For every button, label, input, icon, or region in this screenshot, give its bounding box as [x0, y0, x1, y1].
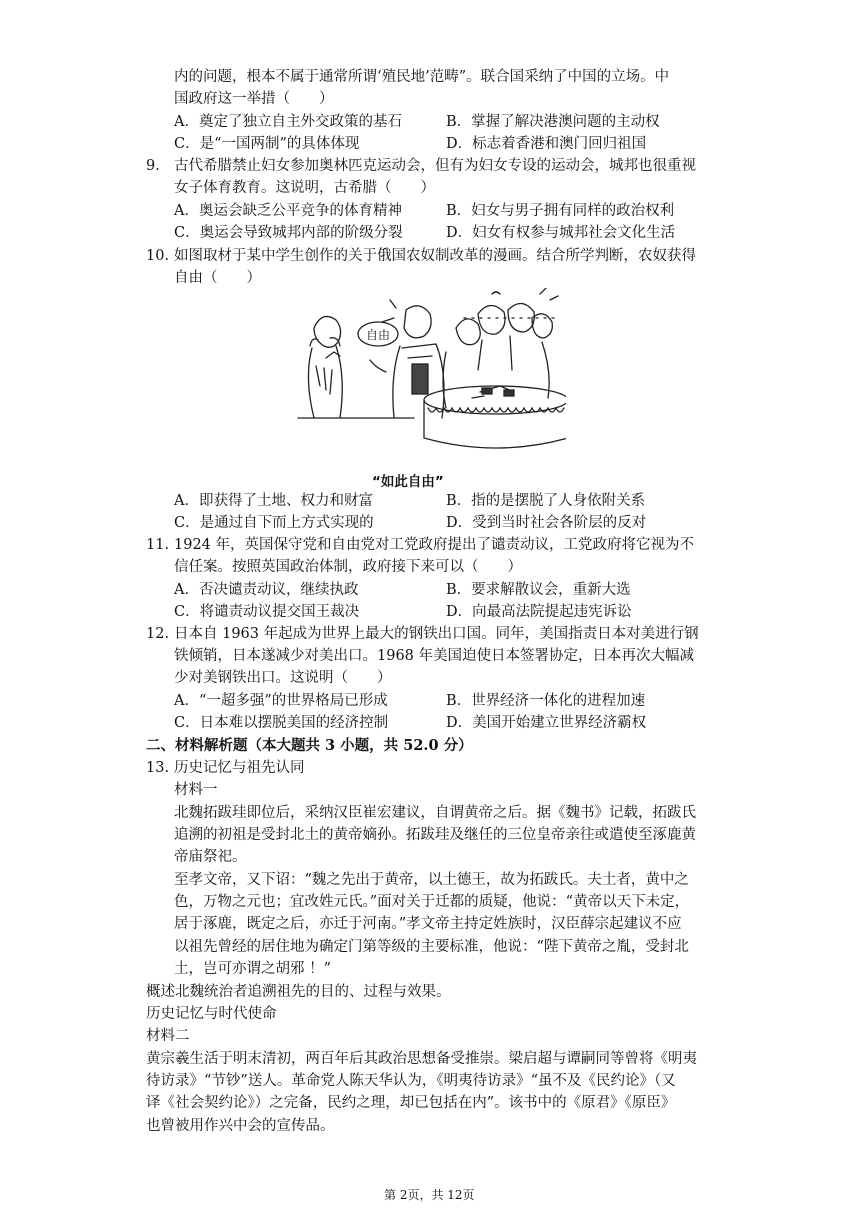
q11-number: 11.	[146, 537, 170, 553]
material-1-label: 材料一	[174, 782, 218, 798]
material-1-p2-line-4: 以祖先曾经的居住地为确定门第等级的主要标准，他说：“陛下黄帝之胤，受封北	[174, 939, 689, 955]
cartoon-bubble-text: 自由	[366, 328, 391, 342]
q10-option-b: B．指的是摆脱了人身依附关系	[446, 493, 646, 509]
q8-option-d: D．标志着香港和澳门回归祖国	[446, 136, 647, 152]
material-1-p2-line-5: 土，岂可亦谓之胡邪 ！”	[174, 961, 332, 977]
q10-number: 10.	[146, 248, 170, 264]
material-1-p1-line-1: 北魏拓跋珪即位后，采纳汉臣崔宏建议，自谓黄帝之后。据《魏书》记载，拓跋氏	[174, 805, 696, 821]
q11-line-1: 1924 年，英国保守党和自由党对工党政府提出了谴责动议，工党政府将它视为不	[174, 537, 695, 553]
q9-line-2: 女子体育教育。这说明，古希腊（ ）	[174, 180, 435, 196]
q8-option-a: A．奠定了独立自主外交政策的基石	[174, 114, 402, 130]
material-2-line-1: 黄宗羲生活于明末清初，两百年后其政治思想备受推崇。梁启超与谭嗣同等曾将《明夷	[146, 1051, 697, 1067]
q11-option-a: A．否决谴责动议，继续执政	[174, 582, 359, 598]
q11-option-b: B．要求解散议会，重新大选	[446, 582, 631, 598]
q13-sub-question: 概述北魏统治者追溯祖先的目的、过程与效果。	[146, 984, 451, 1000]
material-2-line-2: 待访录》“节钞”送人。革命党人陈天华认为，《明夷待访录》“虽不及《民约论》（又	[146, 1073, 676, 1089]
page-footer: 第 2页，共 12页	[384, 1188, 475, 1202]
q12-option-a: A．“一超多强”的世界格局已形成	[174, 693, 388, 709]
q12-line-3: 少对美钢铁出口。这说明（ ）	[174, 670, 392, 686]
q12-option-c: C．日本难以摆脱美国的经济控制	[174, 715, 389, 731]
q13-number: 13.	[146, 760, 170, 776]
section-2-heading: 二、材料解析题（本大题共 3 小题，共 52.0 分）	[146, 737, 473, 754]
material-2-label: 材料二	[146, 1028, 190, 1044]
material-1-p2-line-2: 色，万物之元也；宜改姓元氏。”面对关于迁都的质疑，他说：“黄帝以天下未定，	[174, 894, 690, 910]
q8-option-c: C．是“一国两制”的具体体现	[174, 136, 360, 152]
q9-option-b: B．妇女与男子拥有同样的政治权利	[446, 203, 675, 219]
material-2-line-3: 译《社会契约论》）之完备，民约之理，却已包括在内”。该书中的《原君》《原臣》	[146, 1095, 676, 1111]
q9-option-a: A．奥运会缺乏公平竞争的体育精神	[174, 203, 402, 219]
material-1-p1-line-2: 追溯的初祖是受封北土的黄帝嫡孙。拓跋珪及继任的三位皇帝亲往或遣使至涿鹿黄	[174, 827, 696, 843]
q13-title-2: 历史记忆与时代使命	[146, 1006, 277, 1022]
q13-title: 历史记忆与祖先认同	[174, 760, 305, 776]
q9-option-d: D．妇女有权参与城邦社会文化生活	[446, 225, 676, 241]
q8-option-b: B．掌握了解决港澳问题的主动权	[446, 114, 660, 130]
q12-line-1: 日本自 1963 年起成为世界上最大的钢铁出口国。同年，美国指责日本对美进行钢	[174, 626, 699, 642]
q10-option-d: D．受到当时社会各阶层的反对	[446, 515, 647, 531]
q11-line-2: 信任案。按照英国政治体制，政府接下来可以（ ）	[174, 559, 522, 575]
q9-option-c: C．奥运会导致城邦内部的阶级分裂	[174, 225, 403, 241]
q9-number: 9.	[146, 158, 160, 174]
q12-option-d: D．美国开始建立世界经济霸权	[446, 715, 647, 731]
q12-option-b: B．世界经济一体化的进程加速	[446, 693, 646, 709]
q10-option-a: A．即获得了土地、权力和财富	[174, 493, 373, 509]
q10-line-1: 如图取材于某中学生创作的关于俄国农奴制改革的漫画。结合所学判断，农奴获得	[174, 248, 696, 264]
material-1-p2-line-3: 居于涿鹿，既定之后，亦迁于河南。”孝文帝主持定姓族时，汉臣薛宗起建议不应	[174, 916, 682, 932]
q12-number: 12.	[146, 626, 170, 642]
material-2-line-4: 也曾被用作兴中会的宣传品。	[146, 1118, 335, 1134]
q9-line-1: 古代希腊禁止妇女参加奥林匹克运动会，但有为妇女专设的运动会，城邦也很重视	[174, 158, 696, 174]
material-1-p1-line-3: 帝庙祭祀。	[174, 849, 247, 865]
q11-option-c: C．将谴责动议提交国王裁决	[174, 604, 360, 620]
q11-option-d: D．向最高法院提起违宪诉讼	[446, 604, 632, 620]
serf-reform-cartoon	[296, 288, 566, 454]
q10-option-c: C．是通过自下而上方式实现的	[174, 515, 374, 531]
q10-line-2: 自由（ ）	[174, 270, 261, 286]
q8-line-2: 国政府这一举措（ ）	[174, 91, 334, 107]
q12-line-2: 铁倾销，日本遂减少对美出口。1968 年美国迫使日本签署协定，日本再次大幅减	[174, 648, 695, 664]
material-1-p2-line-1: 至孝文帝，又下诏：“魏之先出于黄帝，以土德王，故为拓跋氏。夫土者，黄中之	[174, 872, 689, 888]
cartoon-caption: “如此自由”	[372, 474, 444, 490]
q8-line-1: 内的问题，根本不属于通常所谓‘殖民地’范畴”。联合国采纳了中国的立场。中	[174, 69, 670, 85]
